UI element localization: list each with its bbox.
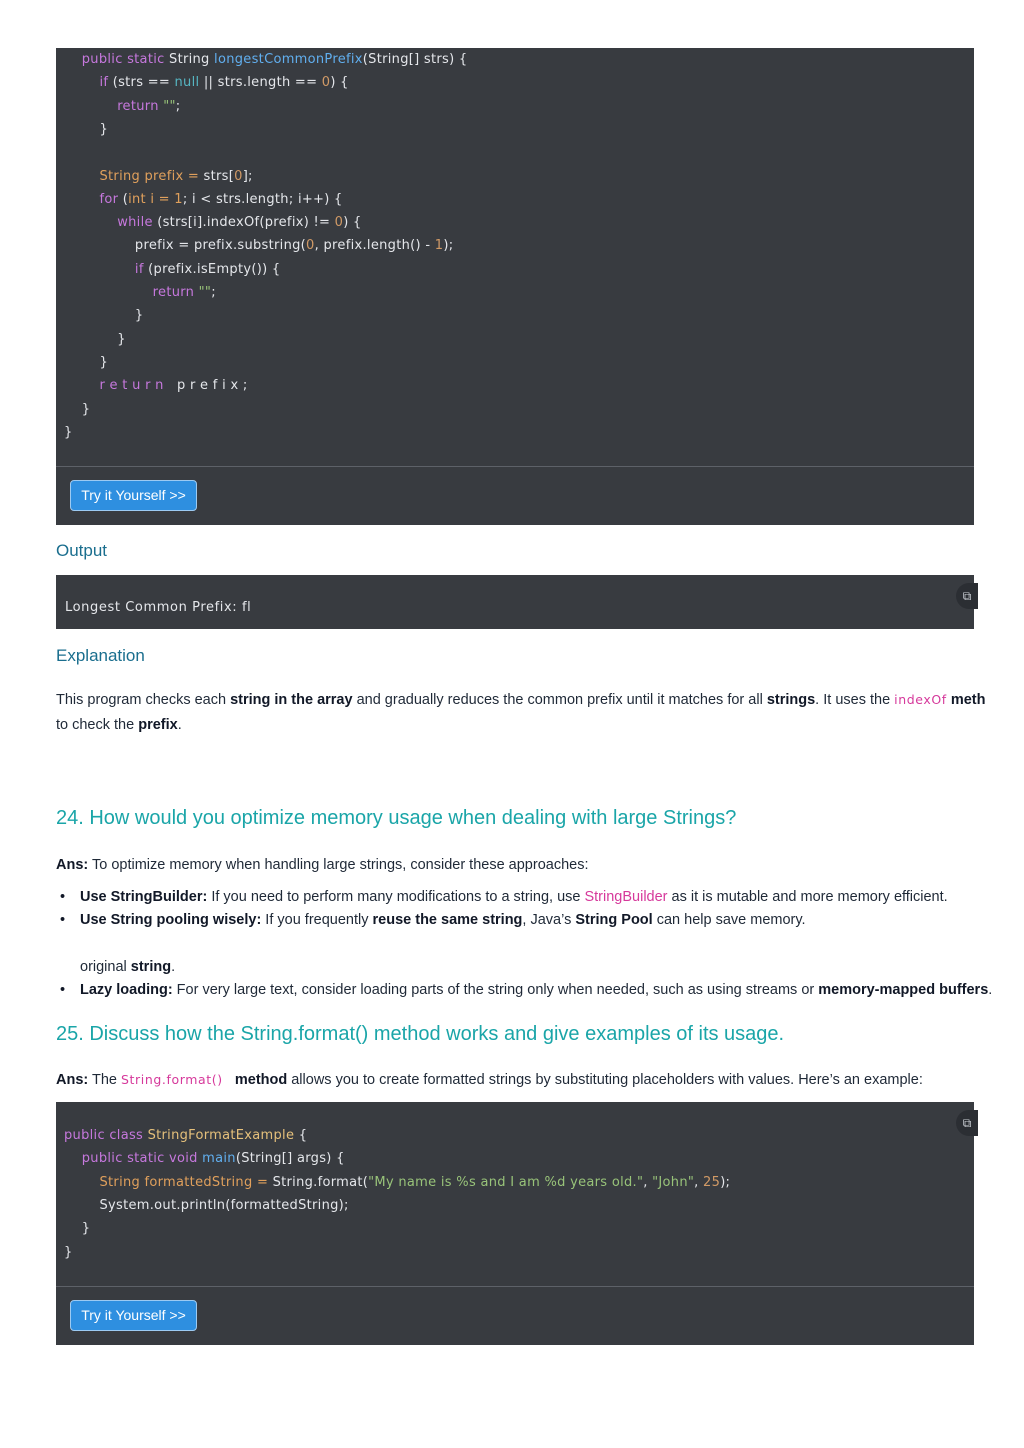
text: The [88,1072,122,1088]
code-line: public static String longestCommonPrefix(String[] strs) { [81,52,468,67]
q24-answer [56,853,588,877]
text: allows you to create formatted strings by substituting placeholders with values. Here’s an example: [287,1072,923,1088]
question-24-heading: 24. How would you optimize memory usage when dealing with large Strings? [56,807,737,829]
ans-label: Ans: [56,1072,89,1088]
code-line: while (strs[i].indexOf(prefix) != 0) { [117,215,362,231]
bold-text: prefix [138,717,178,733]
code-line: String prefix = strs[0]; [99,168,253,184]
code-line: } [64,354,109,370]
question-25-heading: 25. Discuss how the String.format() method works and give examples of its usage. [56,1023,785,1045]
try-it-yourself-button[interactable]: Try it Yourself >> [70,1300,197,1331]
code-block-longest-prefix [56,48,974,525]
output-label: Output [56,541,108,560]
copy-icon[interactable]: ⧉ [956,583,978,609]
code-line: prefix = prefix.substring(0, prefix.length() - 1); [134,238,454,254]
code-line: } [64,424,73,440]
explanation-paragraph [56,688,986,712]
code-line: public class StringFormatExample { [64,1128,308,1143]
code-block-string-format [56,1102,974,1345]
code-line: for (int i = 1; i < strs.length; i++) { [99,191,343,207]
code-line: System.out.println(formattedString); [64,1197,349,1213]
text: . [177,717,182,733]
bold-text: strings [766,692,816,708]
text: to check the [56,717,139,733]
output-block [56,575,974,629]
text: To optimize memory when handling large strings, consider these approaches: [88,857,589,873]
explanation-paragraph-line2 [56,713,182,737]
try-it-yourself-button[interactable]: Try it Yourself >> [70,480,197,511]
inline-code: String.format() [121,1072,223,1087]
bold-text: string in the array [230,692,353,708]
text: This program checks each [56,692,231,708]
code-line: public static void main(String[] args) { [81,1151,345,1167]
q25-answer [56,1068,923,1092]
code-line: } [64,401,91,417]
code-line: } [64,1221,91,1237]
bold-text: meth [946,692,986,708]
code-divider [56,1286,974,1287]
code-line: } [64,1244,73,1260]
code-line: return ""; [152,285,216,300]
code-line: } [64,308,144,324]
explanation-label: Explanation [56,646,145,665]
bold-text: method [234,1072,288,1088]
ans-label: Ans: [56,857,89,873]
text: . It uses the [815,692,895,708]
code-line: if (prefix.isEmpty()) { [134,261,281,277]
code-divider [56,466,974,467]
output-text: Longest Common Prefix: fl [65,600,252,615]
code-line: String formattedString = String.format("My name is %s and I am %d years old.", "John", 25); [99,1174,731,1190]
copy-icon[interactable]: ⧉ [956,1110,978,1136]
code-line: } [64,121,109,137]
code-line: r e t u r n p r e f i x ; [99,378,248,394]
inline-code: indexOf [894,692,947,707]
text: and gradually reduces the common prefix until it matches for all [352,692,767,708]
code-line: return ""; [117,98,181,114]
code-line: } [64,331,126,347]
code-line: if (strs == null || strs.length == 0) { [99,75,349,91]
